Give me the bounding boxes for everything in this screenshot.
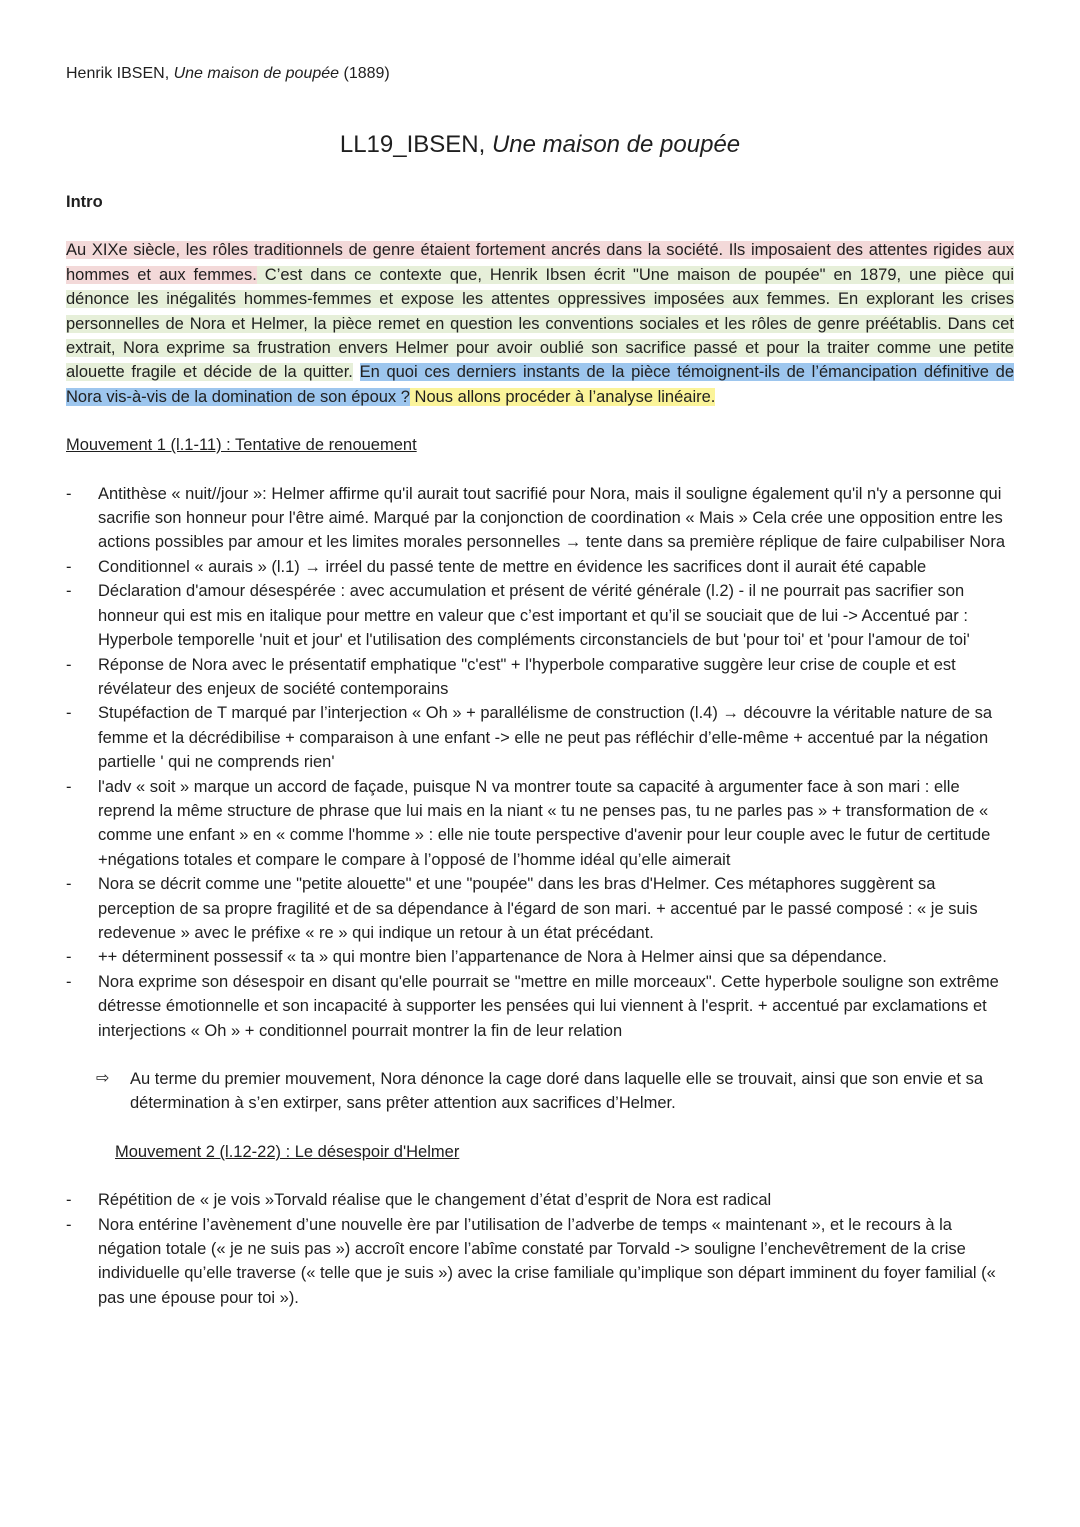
- conclusion-text: Au terme du premier mouvement, Nora dénonce la cage doré dans laquelle elle se trouvait, ainsi que son envie et sa détermination à s’en extirper, sans prêter attention aux sacrifices d’Helmer.: [130, 1070, 983, 1113]
- list-item: - Réponse de Nora avec le présentatif emphatique "c'est" + l'hyperbole comparative suggère leur crise de couple et est révélateur des enjeux de société contemporains: [66, 653, 1014, 702]
- intro-announcement-highlight: Nous allons procéder à l’analyse linéaire.: [409, 387, 716, 406]
- arrow-right-icon: ⇨: [96, 1070, 110, 1087]
- title-prefix: LL19_IBSEN,: [339, 131, 492, 158]
- list-item: - Stupéfaction de T marqué par l’interjection « Oh » + parallélisme de construction (l.4) → découvre la véritable nature de sa femme et la décrédibilise + comparaison à une enfant -> elle ne peut pas réfléchir d’elle-même + accentué par la négation partielle ' qui ne comprends rien': [66, 701, 1014, 774]
- movement2-list: [66, 1188, 1014, 1310]
- movement1-list: [66, 482, 1014, 1043]
- intro-paragraph: [66, 238, 1014, 409]
- list-item: - Déclaration d'amour désespérée : avec accumulation et présent de vérité générale (l.2) - il ne pourrait pas sacrifier son honneur qui est mis en italique pour mettre en valeur que c’est important et qu’il se souciait que de lui -> Accentué par : Hyperbole temporelle 'nuit et jour' et l'utilisation des compléments circonstanciels de but 'pour toi' et 'pour l'amour de toi': [66, 579, 1014, 652]
- list-item: - Nora entérine l’avènement d’une nouvelle ère par l’utilisation de l’adverbe de temps « maintenant », et le recours à la négation totale (« je ne suis pas ») accroît encore l’abîme constaté par Torvald -> souligne l’enchevêtrement de la crise individuelle qu’elle traverse (« telle que je suis ») avec la crise familiale qu’implique son départ imminent du foyer familial (« pas une épouse pour toi »).: [66, 1213, 1014, 1311]
- list-item: - Nora exprime son désespoir en disant qu'elle pourrait se "mettre en mille morceaux". Cette hyperbole souligne son extrême détresse émotionnelle et son incapacité à supporter les pensées qui lui viennent à l'esprit. + accentué par exclamations et interjections « Oh » + conditionnel pourrait montrer la fin de leur relation: [66, 970, 1014, 1043]
- list-item: - Antithèse « nuit//jour »: Helmer affirme qu'il aurait tout sacrifié pour Nora, mais il souligne également qu'il n'y a personne qui sacrifie son honneur pour l'être aimé. Marqué par la conjonction de coordination « Mais » Cela crée une opposition entre les actions possibles par amour et les limites morales personnelles → tente dans sa première réplique de faire culpabiliser Nora: [66, 482, 1014, 555]
- movement1-conclusion: [66, 1067, 1014, 1116]
- list-item: - Conditionnel « aurais » (l.1) → irréel du passé tente de mettre en évidence les sacrifices dont il aurait été capable: [66, 555, 1014, 579]
- title-work: Une maison de poupée: [491, 131, 741, 158]
- header-work: Une maison de poupée: [173, 65, 340, 82]
- list-item: - Nora se décrit comme une "petite alouette" et une "poupée" dans les bras d'Helmer. Ces métaphores suggèrent sa perception de sa propre fragilité et de sa dépendance à l'égard de son mari. + accentué par le passé composé : « je suis redevenue » avec le préfixe « re » qui indique un retour à un état précédant.: [66, 872, 1014, 945]
- intro-problematic-highlight: En quoi ces derniers instants de la pièce témoignent-ils de l’émancipation définitive de Nora vis-à-vis de la domination de son époux ?: [66, 363, 1014, 406]
- intro-presentation-highlight: C’est dans ce contexte que, Henrik Ibsen écrit "Une maison de poupée" en 1879, une pièce qui dénonce les inégalités hommes-femmes et expose les attentes oppressives imposées aux femmes. En explorant les crises personnelles de Nora et Helmer, la pièce remet en question les conventions sociales et les rôles de genre préétablis. Dans cet extrait, Nora exprime sa frustration envers Helmer pour avoir oublié son sacrifice passé et pour la traiter comme une petite alouette fragile et décide de la quitter.: [66, 265, 1015, 382]
- document-title: [66, 130, 1014, 160]
- list-item: - ++ déterminent possessif « ta » qui montre bien l’appartenance de Nora à Helmer ainsi que sa dépendance.: [66, 945, 1014, 969]
- intro-context-highlight: Au XIXe siècle, les rôles traditionnels de genre étaient fortement ancrés dans la société. Ils imposaient des attentes rigides aux hommes et aux femmes.: [66, 241, 1014, 284]
- intro-heading: Intro: [66, 193, 103, 211]
- list-item: - l'adv « soit » marque un accord de façade, puisque N va montrer toute sa capacité à argumenter face à son mari : elle reprend la même structure de phrase que lui mais en la niant « tu ne penses pas, tu ne parles pas » + transformation de « comme une enfant » en « comme l'homme » : elle nie toute perspective d'avenir pour leur couple avec le futur de certitude +négations totales et compare le compare à l’opposé de l’homme idéal qu’elle aimerait: [66, 775, 1014, 873]
- intro-gap: [353, 363, 360, 381]
- document-header: [66, 62, 1014, 86]
- movement1-heading: Mouvement 1 (l.1-11) : Tentative de renouement: [66, 436, 417, 455]
- movement2-heading: Mouvement 2 (l.12-22) : Le désespoir d'Helmer: [115, 1142, 460, 1161]
- list-item: - Répétition de « je vois »Torvald réalise que le changement d’état d’esprit de Nora est radical: [66, 1188, 1014, 1212]
- header-year: (1889): [339, 65, 390, 82]
- header-author: Henrik IBSEN,: [66, 65, 174, 82]
